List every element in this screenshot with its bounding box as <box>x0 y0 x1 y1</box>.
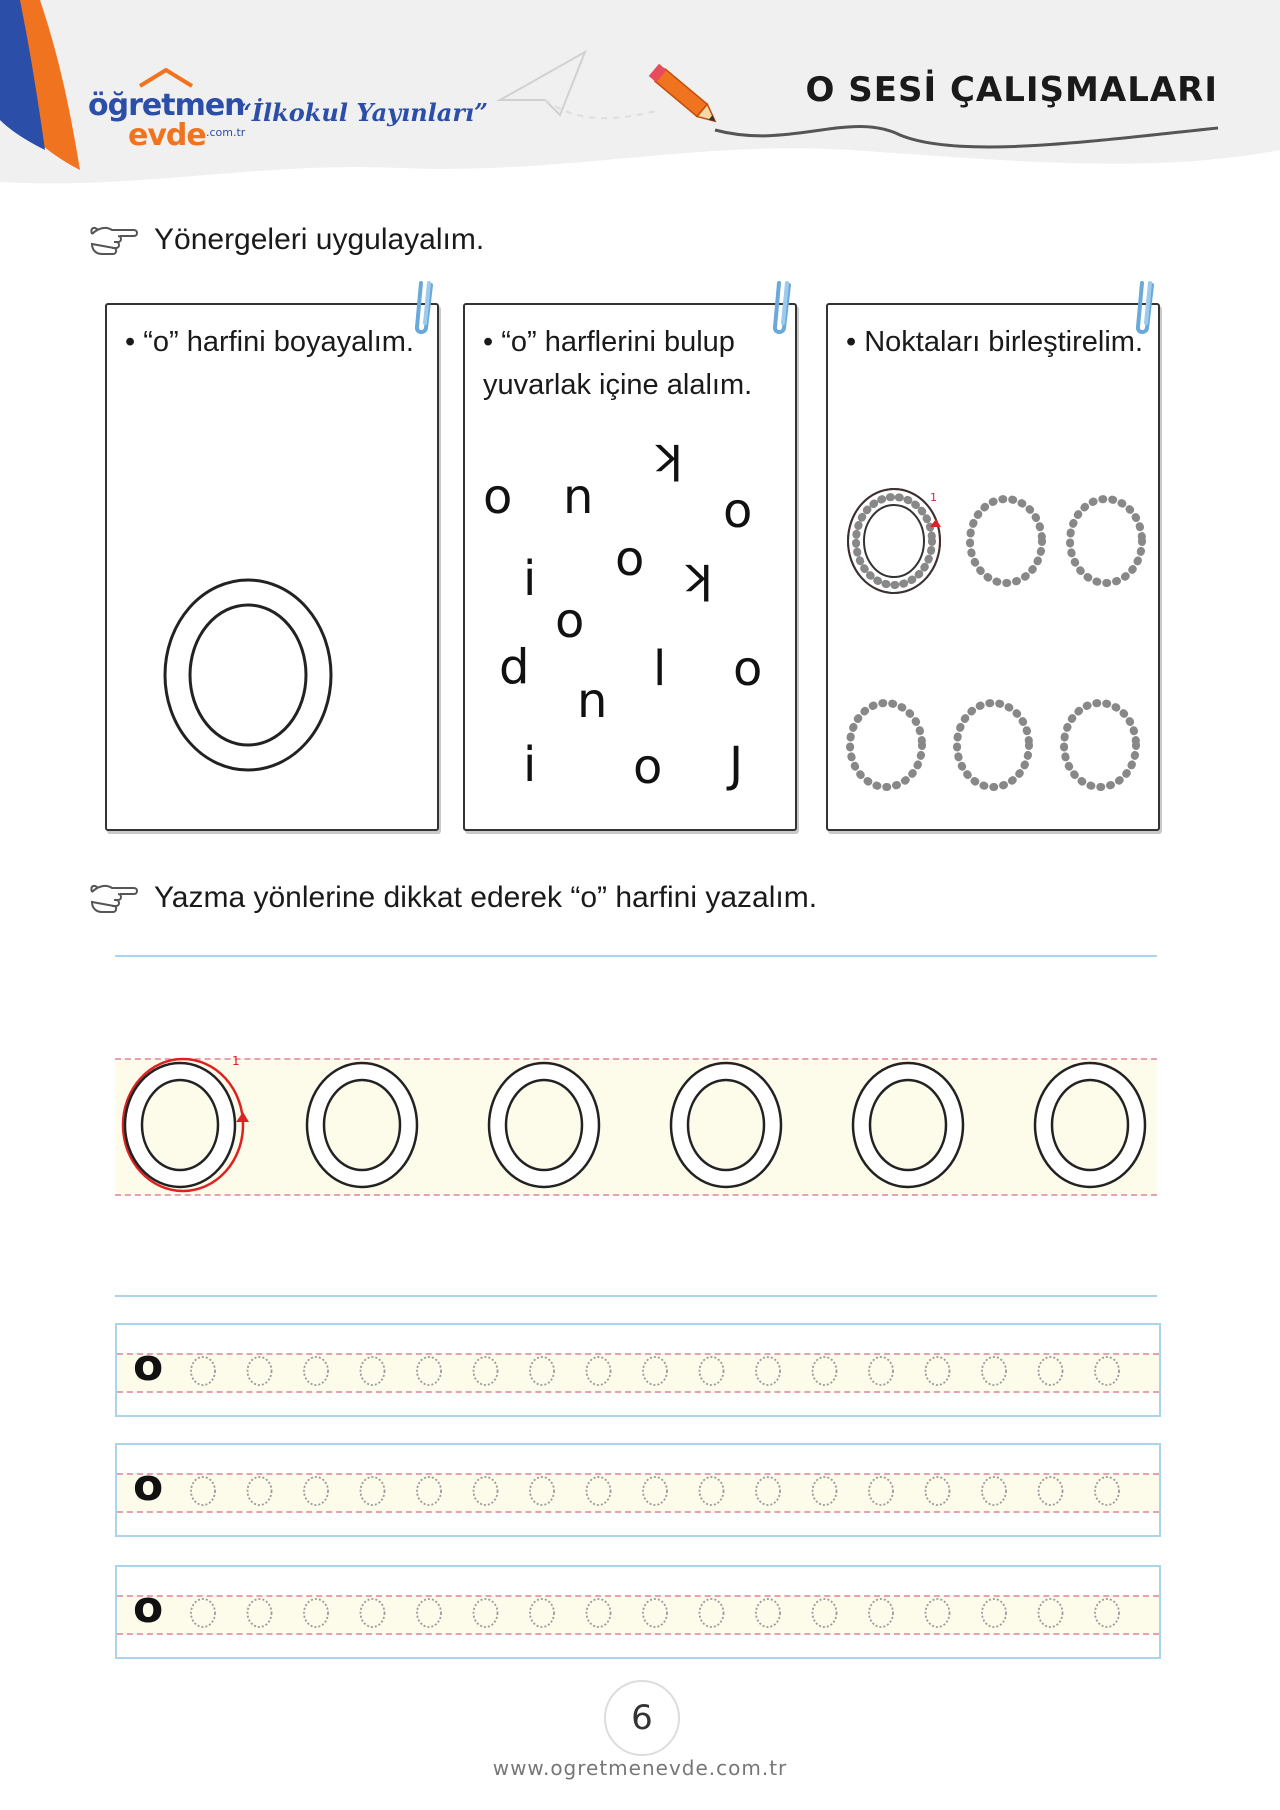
panel-color-letter <box>105 303 439 831</box>
dotted-letter-o <box>813 1599 837 1627</box>
dotted-letter-o <box>361 1599 385 1627</box>
dotted-letter-o <box>248 1357 272 1385</box>
guide-line-top <box>115 955 1157 957</box>
page-title: O SESİ ÇALIŞMALARI <box>805 70 1218 110</box>
letter-item[interactable]: p <box>499 645 530 701</box>
practice-model-letter: o <box>133 1582 164 1633</box>
dotted-letter-o <box>191 1477 215 1505</box>
dotted-letter-o <box>700 1357 724 1385</box>
letter-item[interactable]: l <box>653 641 667 697</box>
dotted-letter-o <box>248 1599 272 1627</box>
practice-model-letter: o <box>133 1460 164 1511</box>
panel-3-text: • Noktaları birleştirelim. <box>846 326 1143 358</box>
dotted-o-grid[interactable] <box>828 305 1158 829</box>
dotted-letter-o <box>869 1599 893 1627</box>
panel-2-text: • “o” harflerini bulup yuvarlak içine alalım. <box>483 326 753 401</box>
dotted-letter-o <box>587 1477 611 1505</box>
dotted-letter-row <box>187 1593 1147 1633</box>
panel-connect-dots <box>826 303 1160 831</box>
dotted-letter-o <box>248 1477 272 1505</box>
dotted-letter-o <box>643 1357 667 1385</box>
letter-item[interactable]: o <box>555 593 585 649</box>
letter-item[interactable]: J <box>729 737 744 793</box>
dotted-letter-o <box>982 1477 1006 1505</box>
logo-domain: .com.tr <box>206 126 246 139</box>
dotted-letter-row <box>187 1471 1147 1511</box>
letter-item[interactable]: i <box>523 737 537 793</box>
dotted-letter-o <box>417 1477 441 1505</box>
house-roof-icon <box>136 68 196 88</box>
practice-row[interactable] <box>115 1443 1161 1537</box>
pointing-hand-icon <box>88 220 140 260</box>
dotted-letter-o <box>417 1357 441 1385</box>
dotted-letter-o <box>191 1599 215 1627</box>
dotted-letter-o <box>474 1599 498 1627</box>
dotted-letter-o <box>587 1599 611 1627</box>
dotted-letter-o <box>700 1599 724 1627</box>
dotted-letter-o <box>1039 1357 1063 1385</box>
publisher-name: “İlkokul Yayınları” <box>238 98 488 127</box>
logo-text-ogretmen: öğretmen <box>88 88 245 123</box>
letter-item[interactable]: o <box>723 483 753 539</box>
instruction-1 <box>88 215 484 265</box>
instruction-2 <box>88 873 817 923</box>
letter-o-outline[interactable] <box>161 575 336 775</box>
dotted-letter-o <box>417 1599 441 1627</box>
logo <box>88 80 246 160</box>
letter-item[interactable]: o <box>483 469 513 525</box>
dotted-letter-o <box>982 1357 1006 1385</box>
letter-item[interactable]: k <box>685 553 713 609</box>
dotted-letter-o <box>530 1599 554 1627</box>
letter-item[interactable]: o <box>733 641 763 697</box>
dotted-letter-o <box>982 1599 1006 1627</box>
dotted-letter-o <box>926 1599 950 1627</box>
dotted-letter-o <box>304 1599 328 1627</box>
practice-model-letter: o <box>133 1340 164 1391</box>
dotted-letter-o <box>361 1477 385 1505</box>
footer-website[interactable]: www.ogretmenevde.com.tr <box>492 1756 788 1780</box>
practice-row[interactable] <box>115 1565 1161 1659</box>
letter-item[interactable]: n <box>577 673 608 729</box>
dotted-letter-o <box>643 1477 667 1505</box>
pointing-hand-icon <box>88 878 140 918</box>
dotted-letter-o <box>304 1477 328 1505</box>
letter-item[interactable]: i <box>523 551 537 607</box>
panel-1-text: • “o” harfini boyayalım. <box>125 326 414 358</box>
instruction-1-text: Yönergeleri uygulayalım. <box>154 223 485 256</box>
dotted-letter-o <box>756 1477 780 1505</box>
dotted-letter-o <box>813 1477 837 1505</box>
letter-item[interactable]: o <box>615 531 645 587</box>
dotted-letter-o <box>1095 1599 1119 1627</box>
practice-row[interactable] <box>115 1323 1161 1417</box>
letter-item[interactable]: k <box>655 433 683 489</box>
dotted-letter-o <box>587 1357 611 1385</box>
panel-find-letter <box>463 303 797 831</box>
dotted-letter-o <box>756 1599 780 1627</box>
letter-item[interactable]: n <box>563 469 594 525</box>
dotted-letter-o <box>926 1357 950 1385</box>
dotted-letter-o <box>474 1477 498 1505</box>
dotted-letter-o <box>700 1477 724 1505</box>
dotted-letter-o <box>304 1357 328 1385</box>
dotted-letter-o <box>1039 1477 1063 1505</box>
dotted-letter-o <box>926 1477 950 1505</box>
dotted-letter-o <box>530 1357 554 1385</box>
dotted-letter-o <box>756 1357 780 1385</box>
tracing-row[interactable] <box>115 1050 1157 1200</box>
instruction-2-text: Yazma yönlerine dikkat ederek “o” harfini yazalım. <box>154 881 818 914</box>
dotted-letter-o <box>643 1599 667 1627</box>
dotted-letter-o <box>530 1477 554 1505</box>
dotted-letter-o <box>1039 1599 1063 1627</box>
dotted-letter-o <box>813 1357 837 1385</box>
dotted-letter-o <box>869 1477 893 1505</box>
page-number: 6 <box>604 1680 680 1756</box>
dotted-letter-o <box>1095 1357 1119 1385</box>
dotted-letter-row <box>187 1351 1147 1391</box>
dotted-letter-o <box>1095 1477 1119 1505</box>
dotted-letter-o <box>869 1357 893 1385</box>
letter-item[interactable]: o <box>633 739 663 795</box>
guide-line-bottom <box>115 1295 1157 1297</box>
dotted-letter-o <box>361 1357 385 1385</box>
stroke-number: 1 <box>930 491 937 504</box>
dotted-letter-o <box>474 1357 498 1385</box>
logo-text-evde: evde <box>128 118 206 153</box>
stroke-number: 1 <box>232 1054 240 1068</box>
dotted-letter-o <box>191 1357 215 1385</box>
